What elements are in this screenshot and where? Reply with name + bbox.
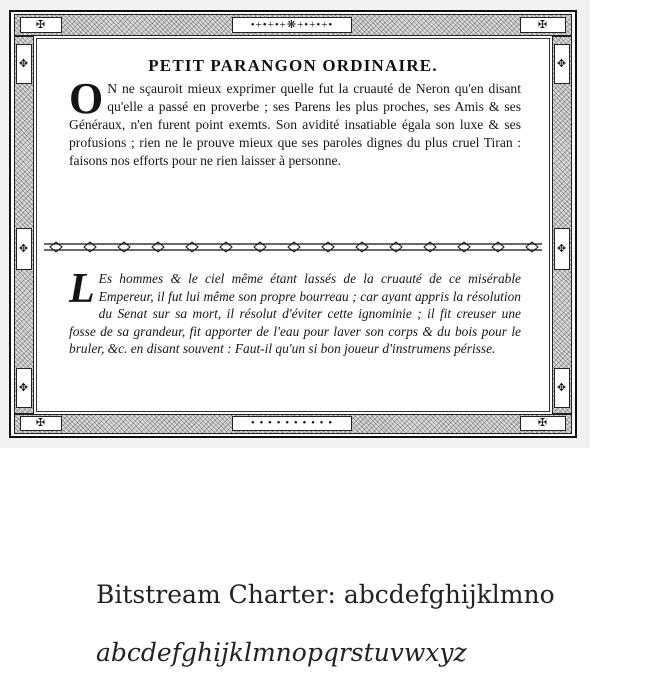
corner-ornament-bottom-left <box>20 416 62 431</box>
corner-mark-text: ✠ <box>537 18 549 31</box>
top-center-ornament <box>232 17 352 33</box>
ornamental-divider <box>44 240 542 254</box>
bottom-center-ornament-text: • • • • • • • • • • <box>250 417 334 429</box>
italic-paragraph-text: Es hommes & le ciel même étant lassés de la cruauté de ce misérable Empereur, il fut lui même son propre bourreau ; car ayant appris la résolution du Senat sur sa mort, il résolut d'éviter cette ignominie ; il fit creuser une fosse de sa grandeur, fit apporter de l'eau pour laver son corps & du bois pour le bruler, &c. en disant souvent : Faut-il qu'un si bon joueur d'instrumens périsse. <box>69 271 521 356</box>
specimen-title: PETIT PARANGON ORDINAIRE. <box>148 56 438 75</box>
font-sample-roman: Bitstream Charter: abcdefghijklmno <box>96 580 555 609</box>
corner-mark-text: ✠ <box>537 417 549 429</box>
right-side-ornament-middle <box>554 228 570 270</box>
left-side-ornament-top <box>16 44 32 84</box>
italic-dropcap: L <box>69 266 95 312</box>
right-ornamental-border <box>552 36 572 414</box>
left-side-ornament-bottom <box>16 368 32 408</box>
side-mark-text: ✥ <box>18 242 30 255</box>
italic-paragraph <box>69 266 521 358</box>
corner-mark-text: ✠ <box>35 417 47 429</box>
side-mark-text: ✥ <box>18 57 30 70</box>
roman-dropcap: O <box>69 74 104 123</box>
bottom-center-ornament <box>232 416 352 431</box>
side-mark-text: ✥ <box>556 242 568 255</box>
side-mark-text: ✥ <box>556 57 568 70</box>
roman-paragraph-text: N ne sçauroit mieux exprimer quelle fut la cruauté de Neron qu'en disant qu'elle a passé en proverbe ; ses Parens les plus proches, ses Amis & ses Généraux, n'en furent point exemts. Son avidité insatiable égala son luxe & ses profusions ; rien ne le prouve mieux que ses paroles dignes du plus cruel Tiran : faisons nos efforts pour ne rien laisser à personne. <box>69 81 521 168</box>
corner-mark-text: ✠ <box>35 18 47 31</box>
font-sample-italic: abcdefghijklmnopqrstuvwxyz <box>96 638 467 667</box>
left-side-ornament-middle <box>16 228 32 270</box>
side-mark-text: ✥ <box>18 381 30 394</box>
side-mark-text: ✥ <box>556 381 568 394</box>
corner-ornament-top-left <box>20 17 62 33</box>
corner-ornament-top-right <box>520 17 566 33</box>
corner-ornament-bottom-right <box>520 416 566 431</box>
right-side-ornament-top <box>554 44 570 84</box>
right-side-ornament-bottom <box>554 368 570 408</box>
roman-paragraph <box>69 74 521 170</box>
left-ornamental-border <box>14 36 34 414</box>
top-center-ornament-text: •+•+•+❋+•+•+• <box>250 18 334 31</box>
